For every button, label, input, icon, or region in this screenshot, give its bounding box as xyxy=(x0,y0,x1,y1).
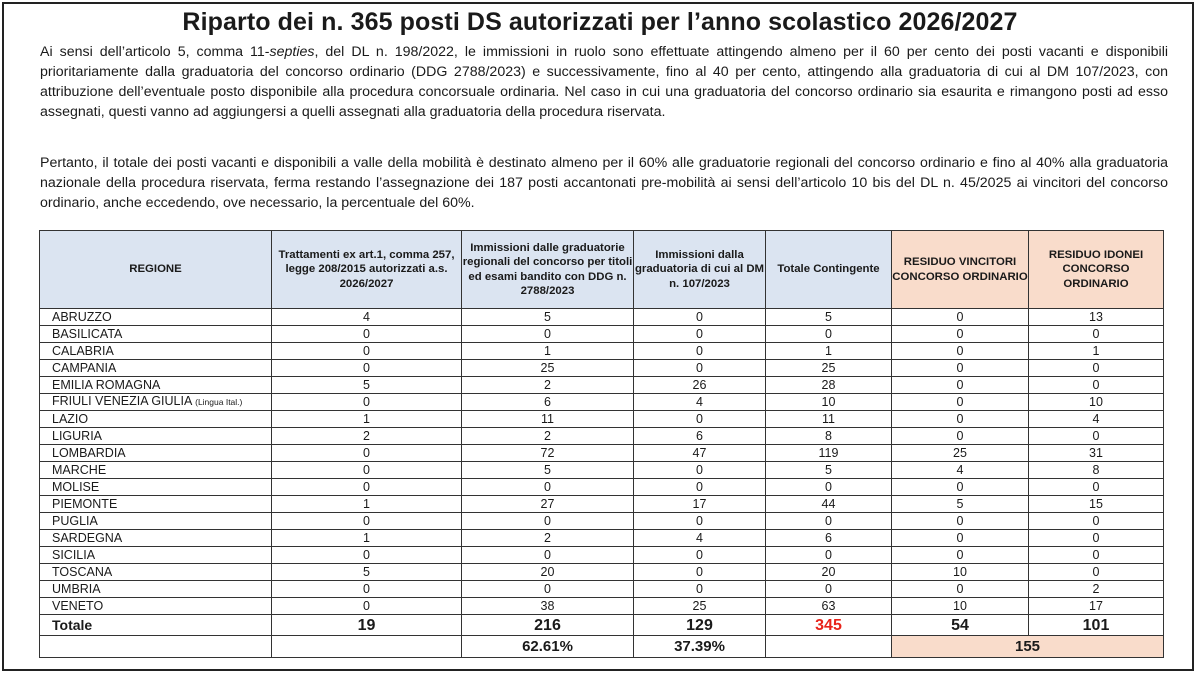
header-trattamenti: Trattamenti ex art.1, comma 257, legge 208/2015 autorizzati a.s. 2026/2027 xyxy=(272,231,462,309)
totals-label: Totale xyxy=(40,615,272,636)
value-cell: 0 xyxy=(272,547,462,564)
empty-cell xyxy=(272,636,462,658)
value-cell: 0 xyxy=(1029,479,1164,496)
value-cell: 10 xyxy=(1029,394,1164,411)
value-cell: 63 xyxy=(766,598,892,615)
value-cell: 13 xyxy=(1029,309,1164,326)
conclusion-paragraph: Pertanto, il totale dei posti vacanti e disponibili a valle della mobilità è destinato almeno per il 60% alle graduatorie regionali del concorso ordinario e fino al 40% alla graduatoria nazionale della procedura riservata, ferma restando l’assegnazione dei 187 posti accantonati pre-mobilità ai sensi dell’articolo 10 bis del DL n. 45/2025 ai vincitori del concorso ordinario, anche eccedendo, ove necessario, la percentuale del 60%. xyxy=(40,155,1168,211)
value-cell: 0 xyxy=(766,326,892,343)
total-residuo-vincitori: 54 xyxy=(892,615,1029,636)
region-name: CAMPANIA xyxy=(52,360,117,375)
value-cell: 25 xyxy=(892,445,1029,462)
value-cell: 0 xyxy=(1029,513,1164,530)
region-cell xyxy=(40,530,272,547)
intro-text-end: , del DL n. 198/2022, le immissioni in ruolo sono effettuate attingendo almeno per il 60 per cento dei posti vacanti e disponibili prioritariamente dalla graduatoria del concorso ordinario (DDG 2788/2023) e successivamente, fino al 40 per cento, attingendo alla graduatoria di cui al DM 107/2023, con attribuzione dell’eventuale posto disponibile alla procedura concorsuale ordinaria. Nel caso in cui una graduatoria del concorso ordinario sia esaurita e rimangono posti ad esso assegnati, questi vanno ad aggiungersi a quelli assegnati alla graduatoria della procedura riservata. xyxy=(40,44,1168,120)
region-cell xyxy=(40,394,272,411)
value-cell: 27 xyxy=(462,496,634,513)
value-cell: 0 xyxy=(892,411,1029,428)
region-cell xyxy=(40,479,272,496)
value-cell: 0 xyxy=(1029,326,1164,343)
value-cell: 0 xyxy=(272,581,462,598)
value-cell: 0 xyxy=(892,428,1029,445)
region-cell xyxy=(40,428,272,445)
value-cell: 0 xyxy=(892,309,1029,326)
region-cell xyxy=(40,343,272,360)
value-cell: 0 xyxy=(892,479,1029,496)
region-name: ABRUZZO xyxy=(52,309,112,324)
value-cell: 0 xyxy=(766,479,892,496)
region-cell xyxy=(40,445,272,462)
value-cell: 0 xyxy=(766,581,892,598)
value-cell: 0 xyxy=(462,479,634,496)
value-cell: 1 xyxy=(766,343,892,360)
value-cell: 47 xyxy=(634,445,766,462)
value-cell: 17 xyxy=(1029,598,1164,615)
value-cell: 0 xyxy=(892,360,1029,377)
value-cell: 0 xyxy=(272,326,462,343)
value-cell: 2 xyxy=(1029,581,1164,598)
region-name: LAZIO xyxy=(52,411,89,426)
value-cell: 5 xyxy=(462,309,634,326)
header-residuo-vincitori: RESIDUO VINCITORI CONCORSO ORDINARIO xyxy=(892,231,1029,309)
region-name: TOSCANA xyxy=(52,564,113,579)
intro-text-italic: septies xyxy=(269,44,315,60)
value-cell: 0 xyxy=(892,326,1029,343)
value-cell: 1 xyxy=(272,496,462,513)
empty-cell xyxy=(40,636,272,658)
region-cell xyxy=(40,581,272,598)
value-cell: 0 xyxy=(766,513,892,530)
value-cell: 5 xyxy=(272,564,462,581)
value-cell: 0 xyxy=(892,513,1029,530)
value-cell: 11 xyxy=(462,411,634,428)
value-cell: 0 xyxy=(272,445,462,462)
value-cell: 0 xyxy=(272,360,462,377)
table-row xyxy=(40,496,1164,513)
value-cell: 0 xyxy=(634,564,766,581)
value-cell: 0 xyxy=(272,394,462,411)
value-cell: 0 xyxy=(634,360,766,377)
value-cell: 1 xyxy=(272,530,462,547)
header-totale: Totale Contingente xyxy=(766,231,892,309)
region-name: CALABRIA xyxy=(52,343,114,358)
table-row xyxy=(40,428,1164,445)
value-cell: 8 xyxy=(1029,462,1164,479)
header-row xyxy=(40,231,1164,309)
region-cell xyxy=(40,326,272,343)
value-cell: 6 xyxy=(462,394,634,411)
value-cell: 1 xyxy=(1029,343,1164,360)
table-row xyxy=(40,462,1164,479)
total-residuo-idonei: 101 xyxy=(1029,615,1164,636)
region-name: BASILICATA xyxy=(52,326,123,341)
value-cell: 5 xyxy=(462,462,634,479)
value-cell: 0 xyxy=(634,462,766,479)
table-row xyxy=(40,530,1164,547)
residuo-sum: 155 xyxy=(892,636,1164,658)
value-cell: 0 xyxy=(272,513,462,530)
value-cell: 0 xyxy=(272,479,462,496)
intro-text-start: Ai sensi dell’articolo 5, comma 11- xyxy=(40,44,270,60)
value-cell: 2 xyxy=(462,428,634,445)
table-row xyxy=(40,445,1164,462)
value-cell: 4 xyxy=(1029,411,1164,428)
value-cell: 0 xyxy=(1029,428,1164,445)
page-title: Riparto dei n. 365 posti DS autorizzati per l’anno scolastico 2026/2027 xyxy=(182,8,1018,36)
value-cell: 0 xyxy=(272,462,462,479)
region-name: FRIULI VENEZIA GIULIA xyxy=(52,394,192,408)
value-cell: 0 xyxy=(1029,564,1164,581)
value-cell: 0 xyxy=(634,581,766,598)
value-cell: 15 xyxy=(1029,496,1164,513)
value-cell: 1 xyxy=(462,343,634,360)
header-immissioni-dm: Immissioni dalla graduatoria di cui al DM n. 107/2023 xyxy=(634,231,766,309)
value-cell: 0 xyxy=(1029,377,1164,394)
region-name: VENETO xyxy=(52,598,104,613)
value-cell: 72 xyxy=(462,445,634,462)
table-row xyxy=(40,598,1164,615)
header-immissioni-ordinario: Immissioni dalle graduatorie regionali del concorso per titoli ed esami bandito con DDG n. 2788/2023 xyxy=(462,231,634,309)
region-name: UMBRIA xyxy=(52,581,101,596)
region-name: PUGLIA xyxy=(52,513,98,528)
percent-dm: 37.39% xyxy=(634,636,766,658)
table-row xyxy=(40,377,1164,394)
value-cell: 10 xyxy=(892,598,1029,615)
value-cell: 0 xyxy=(892,581,1029,598)
allocation-table xyxy=(39,230,1164,658)
value-cell: 0 xyxy=(634,309,766,326)
value-cell: 5 xyxy=(766,462,892,479)
value-cell: 2 xyxy=(462,530,634,547)
value-cell: 0 xyxy=(892,547,1029,564)
value-cell: 0 xyxy=(634,547,766,564)
value-cell: 4 xyxy=(634,530,766,547)
value-cell: 4 xyxy=(272,309,462,326)
value-cell: 26 xyxy=(634,377,766,394)
region-cell xyxy=(40,547,272,564)
value-cell: 0 xyxy=(634,326,766,343)
table-row xyxy=(40,411,1164,428)
value-cell: 0 xyxy=(462,326,634,343)
value-cell: 2 xyxy=(462,377,634,394)
value-cell: 38 xyxy=(462,598,634,615)
region-name: SARDEGNA xyxy=(52,530,123,545)
region-cell xyxy=(40,377,272,394)
region-note: (Lingua Ital.) xyxy=(195,397,243,407)
totals-row xyxy=(40,615,1164,636)
region-cell xyxy=(40,360,272,377)
value-cell: 10 xyxy=(766,394,892,411)
value-cell: 6 xyxy=(634,428,766,445)
value-cell: 44 xyxy=(766,496,892,513)
region-name: SICILIA xyxy=(52,547,96,562)
total-immissioni-dm: 129 xyxy=(634,615,766,636)
value-cell: 17 xyxy=(634,496,766,513)
value-cell: 10 xyxy=(892,564,1029,581)
header-regione: REGIONE xyxy=(40,231,272,309)
value-cell: 0 xyxy=(634,513,766,530)
value-cell: 5 xyxy=(272,377,462,394)
value-cell: 0 xyxy=(892,377,1029,394)
total-immissioni-ordinario: 216 xyxy=(462,615,634,636)
table-row xyxy=(40,479,1164,496)
value-cell: 0 xyxy=(766,547,892,564)
value-cell: 0 xyxy=(1029,547,1164,564)
region-name: EMILIA ROMAGNA xyxy=(52,377,161,392)
region-name: LIGURIA xyxy=(52,428,103,443)
value-cell: 0 xyxy=(892,394,1029,411)
value-cell: 31 xyxy=(1029,445,1164,462)
region-name: PIEMONTE xyxy=(52,496,118,511)
region-name: LOMBARDIA xyxy=(52,445,126,460)
percent-row xyxy=(40,636,1164,658)
value-cell: 25 xyxy=(766,360,892,377)
value-cell: 0 xyxy=(634,479,766,496)
value-cell: 6 xyxy=(766,530,892,547)
region-name: MOLISE xyxy=(52,479,100,494)
value-cell: 0 xyxy=(1029,360,1164,377)
region-name: MARCHE xyxy=(52,462,107,477)
value-cell: 0 xyxy=(634,343,766,360)
region-cell xyxy=(40,462,272,479)
table-row xyxy=(40,360,1164,377)
value-cell: 0 xyxy=(272,598,462,615)
region-cell xyxy=(40,496,272,513)
total-trattamenti: 19 xyxy=(272,615,462,636)
value-cell: 2 xyxy=(272,428,462,445)
value-cell: 25 xyxy=(462,360,634,377)
intro-paragraph xyxy=(40,42,1168,122)
value-cell: 0 xyxy=(892,343,1029,360)
table-row xyxy=(40,513,1164,530)
region-cell xyxy=(40,598,272,615)
region-cell xyxy=(40,411,272,428)
value-cell: 28 xyxy=(766,377,892,394)
value-cell: 20 xyxy=(462,564,634,581)
value-cell: 5 xyxy=(766,309,892,326)
value-cell: 0 xyxy=(462,547,634,564)
total-contingente: 345 xyxy=(766,615,892,636)
table-row xyxy=(40,581,1164,598)
value-cell: 0 xyxy=(462,581,634,598)
table-row xyxy=(40,547,1164,564)
table-row xyxy=(40,343,1164,360)
table-row xyxy=(40,309,1164,326)
header-residuo-idonei: RESIDUO IDONEI CONCORSO ORDINARIO xyxy=(1029,231,1164,309)
percent-ordinario: 62.61% xyxy=(462,636,634,658)
value-cell: 5 xyxy=(892,496,1029,513)
value-cell: 0 xyxy=(892,530,1029,547)
value-cell: 8 xyxy=(766,428,892,445)
value-cell: 0 xyxy=(634,411,766,428)
region-cell xyxy=(40,513,272,530)
value-cell: 1 xyxy=(272,411,462,428)
value-cell: 4 xyxy=(634,394,766,411)
region-cell xyxy=(40,564,272,581)
table-row xyxy=(40,564,1164,581)
value-cell: 11 xyxy=(766,411,892,428)
value-cell: 0 xyxy=(1029,530,1164,547)
value-cell: 4 xyxy=(892,462,1029,479)
region-cell xyxy=(40,309,272,326)
table-row xyxy=(40,394,1164,411)
value-cell: 20 xyxy=(766,564,892,581)
value-cell: 0 xyxy=(272,343,462,360)
value-cell: 25 xyxy=(634,598,766,615)
empty-cell xyxy=(766,636,892,658)
table-row xyxy=(40,326,1164,343)
value-cell: 119 xyxy=(766,445,892,462)
value-cell: 0 xyxy=(462,513,634,530)
